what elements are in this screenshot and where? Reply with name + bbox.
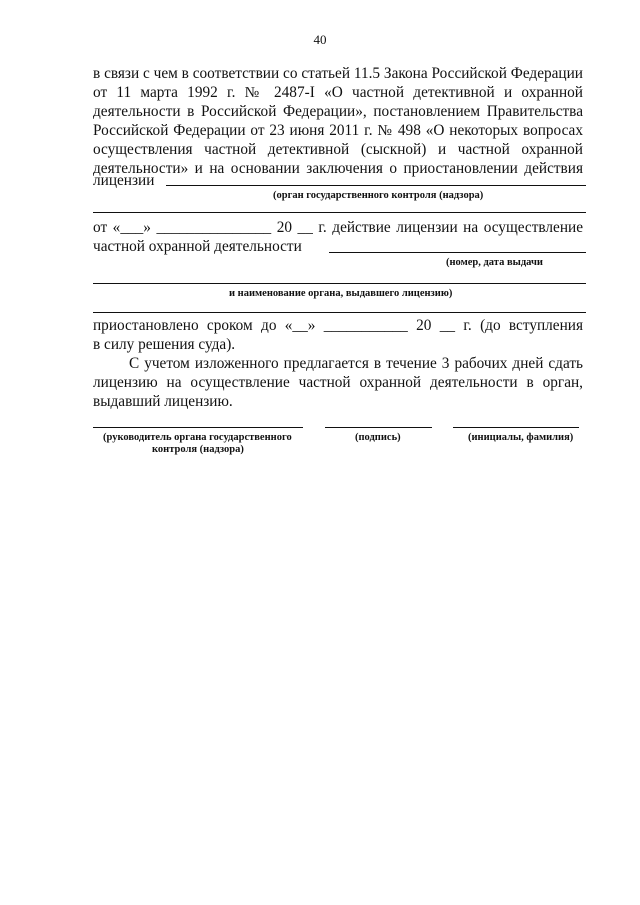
page-number: 40 [313,32,327,47]
from-date-line: от «___» _______________ 20 __ г. действие лицензии на осуществление [93,219,583,236]
paragraph-line: С учетом изложенного предлагается в течение 3 рабочих дней сдать [129,355,583,372]
suspended-line: в силу решения суда). [93,336,236,353]
signature-fill-line [325,427,432,428]
paragraph-line: осуществления частной детективной (сыскной) и частной охранной [93,141,583,158]
issuer-fill-line [93,283,586,284]
caption-head-2: контроля (надзора) [152,444,244,455]
paragraph-line: деятельности в Российской Федерации», постановлением Правительства [93,103,583,120]
number-fill-line [329,252,586,253]
organ-fill-line [166,185,586,186]
paragraph-line: деятельности» и на основании заключения о приостановлении действия [93,160,583,177]
paragraph-line: в связи с чем в соответствии со статьей 11.5 Закона Российской Федерации [93,65,583,82]
blank-fill-line [93,312,586,313]
paragraph-line: выдавший лицензию. [93,393,233,410]
caption-signature: (подпись) [355,432,401,443]
head-fill-line [93,427,303,428]
caption-name: (инициалы, фамилия) [468,432,574,443]
name-fill-line [453,427,579,428]
label-license: лицензии [93,172,155,189]
blank-fill-line [93,212,586,213]
activity-line: частной охранной деятельности [93,238,302,255]
caption-head: (руководитель органа государственного [103,432,292,443]
caption-issuer: и наименование органа, выдавшего лицензию) [229,288,453,299]
caption-organ: (орган государственного контроля (надзора) [273,190,484,201]
paragraph-line: Российской Федерации от 23 июня 2011 г. № 498 «О некоторых вопросах [93,122,583,139]
paragraph-line: от 11 марта 1992 г. № 2487-I «О частной детективной и охранной [93,84,583,101]
caption-number-date: (номер, дата выдачи [446,257,543,268]
suspended-line: приостановлено сроком до «__» ___________ 20 __ г. (до вступления [93,317,583,334]
paragraph-line: лицензию на осуществление частной охранной деятельности в орган, [93,374,583,391]
